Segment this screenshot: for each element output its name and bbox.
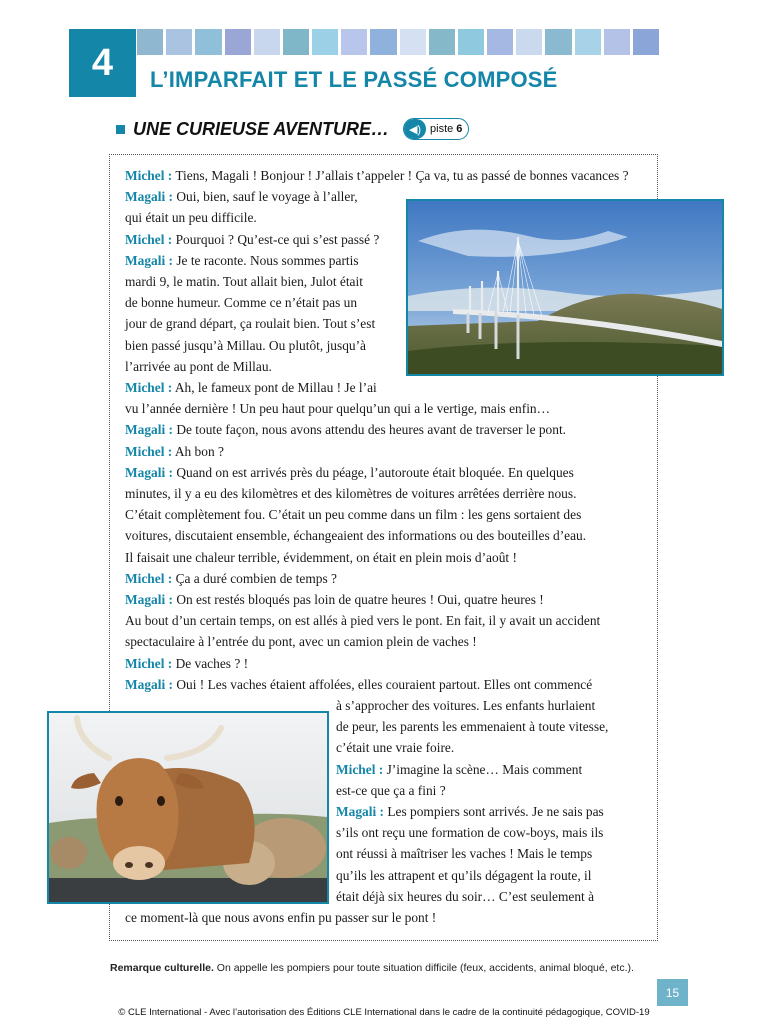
dialogue-line xyxy=(125,631,477,652)
dialogue-line xyxy=(125,165,629,186)
dialogue-line xyxy=(336,716,608,737)
line-text: bien passé jusqu’à Millau. Ou plutôt, jusqu’à xyxy=(125,337,366,353)
dialogue-line xyxy=(336,780,446,801)
square-bullet-icon xyxy=(116,125,125,134)
speaker-name: Michel : xyxy=(336,761,384,777)
line-text: était déjà six heures du soir… C’est seulement à xyxy=(336,888,595,904)
line-text: C’était complètement fou. C’était un peu comme dans un film : les gens sortaient des xyxy=(125,507,582,523)
speaker-name: Magali : xyxy=(336,804,384,819)
strip-segment xyxy=(254,29,280,55)
line-text: Tiens, Magali ! Bonjour ! J’allais t’appeler ! Ça va, tu as passé de bonnes vacances ? xyxy=(172,168,629,183)
strip-segment xyxy=(516,29,542,55)
line-text: minutes, il y a eu des kilomètres et des kilomètres de voitures arrêtées derrière nous. xyxy=(125,486,577,501)
line-text: vu l’année dernière ! Un peu haut pour quelqu’un qui a le vertige, mais enfin… xyxy=(125,401,551,417)
millau-bridge-photo xyxy=(406,199,724,376)
page-number xyxy=(657,979,688,1006)
line-text: qu’ils les attrapent et qu’ils dégagent la route, il xyxy=(336,867,592,883)
line-text: On est restés bloqués pas loin de quatre heures ! Oui, quatre heures ! xyxy=(172,592,544,607)
dialogue-line xyxy=(125,335,366,356)
dialogue-line xyxy=(125,568,337,589)
strip-segment xyxy=(283,29,309,55)
speaker-name: Magali : xyxy=(125,592,173,607)
chapter-title: L’IMPARFAIT ET LE PASSÉ COMPOSÉ xyxy=(150,67,558,92)
strip-segment xyxy=(458,29,484,55)
cow-photo xyxy=(47,711,329,904)
line-text: s’ils ont reçu une formation de cow-boys, mais ils xyxy=(336,825,604,841)
dialogue-line xyxy=(125,483,576,504)
strip-segment xyxy=(487,29,513,55)
dialogue-line xyxy=(125,525,586,546)
dialogue-line xyxy=(336,759,582,780)
line-text: Pourquoi ? Qu’est-ce qui s’est passé ? xyxy=(172,231,380,247)
line-text: qui était un peu difficile. xyxy=(125,210,257,226)
strip-segment xyxy=(341,29,367,55)
line-text: c’était une vraie foire. xyxy=(336,740,455,756)
dialogue-line xyxy=(125,229,379,250)
cultural-note xyxy=(110,962,634,974)
dialogue-line xyxy=(125,653,248,674)
dialogue-line xyxy=(125,271,363,292)
speaker-name: Magali : xyxy=(125,676,173,692)
speaker-name: Michel : xyxy=(125,231,173,247)
dialogue-line xyxy=(125,377,377,398)
line-text: Les pompiers sont arrivés. Je ne sais pas xyxy=(383,804,604,819)
dialogue-line xyxy=(125,547,517,568)
dialogue-line xyxy=(125,589,544,610)
chapter-number: 4 xyxy=(91,41,114,84)
line-text: est-ce que ça a fini ? xyxy=(336,782,446,798)
strip-segment xyxy=(370,29,396,55)
speaker-name: Magali : xyxy=(125,189,173,205)
line-text: à s’approcher des voitures. Les enfants hurlaient xyxy=(336,698,596,713)
dialogue-line xyxy=(125,462,574,483)
dialogue-line xyxy=(125,441,224,462)
line-text: Oui, bien, sauf le voyage à l’aller, xyxy=(172,189,358,205)
line-text: l’arrivée au pont de Millau. xyxy=(125,358,272,374)
copyright-notice: © CLE International - Avec l’autorisation des Éditions CLE International dans le cadre de la continuité pédagogique, COVID-19 xyxy=(118,1007,650,1018)
audio-track-label: piste xyxy=(430,123,454,135)
section-heading xyxy=(116,118,469,140)
dialogue-line xyxy=(125,250,359,271)
speaker-name: Michel : xyxy=(125,168,173,183)
line-text: De vaches ? ! xyxy=(172,655,249,671)
dialogue-line xyxy=(125,313,375,334)
dialogue-line xyxy=(336,865,591,886)
audio-track-badge[interactable] xyxy=(403,118,469,140)
strip-segment xyxy=(604,29,630,55)
strip-segment xyxy=(545,29,571,55)
strip-segment xyxy=(400,29,426,55)
line-text: ont réussi à maîtriser les vaches ! Mais le temps xyxy=(336,846,593,862)
speaker-name: Michel : xyxy=(125,380,173,395)
dialogue-line xyxy=(125,610,600,631)
chapter-number-box xyxy=(69,29,136,97)
cultural-note-label: Remarque culturelle. xyxy=(110,962,214,974)
line-text: Ah bon ? xyxy=(172,443,224,459)
line-text: De toute façon, nous avons attendu des heures avant de traverser le pont. xyxy=(172,422,567,438)
line-text: voitures, discutaient ensemble, échangeaient des informations ou des bouteilles d’eau. xyxy=(125,528,587,544)
speaker-name: Magali : xyxy=(125,252,173,268)
strip-segment xyxy=(225,29,251,55)
dialogue-line xyxy=(336,801,604,822)
line-text: spectaculaire à l’entrée du pont, avec un camion plein de vaches ! xyxy=(125,634,477,650)
line-text: de peur, les parents les emmenaient à toute vitesse, xyxy=(336,719,609,735)
line-text: Ça a duré combien de temps ? xyxy=(172,570,337,586)
line-text: Il faisait une chaleur terrible, évidemment, on était en plein mois d’août ! xyxy=(125,549,517,565)
dialogue-line xyxy=(125,207,257,228)
dialogue-line xyxy=(125,674,592,695)
speaker-name: Magali : xyxy=(125,422,173,438)
strip-segment xyxy=(429,29,455,55)
line-text: Au bout d’un certain temps, on est allés à pied vers le pont. En fait, il y avait un accident xyxy=(125,613,601,629)
speaker-icon: ◀) xyxy=(404,119,426,139)
strip-segment xyxy=(575,29,601,55)
dialogue-line xyxy=(125,504,581,525)
dialogue-line xyxy=(125,419,566,440)
dialogue-line xyxy=(336,822,603,843)
line-text: J’imagine la scène… Mais comment xyxy=(383,761,583,777)
strip-segment xyxy=(633,29,659,55)
speaker-name: Michel : xyxy=(125,443,173,459)
dialogue-line xyxy=(125,907,436,928)
line-text: Ah, le fameux pont de Millau ! Je l’ai xyxy=(172,380,377,395)
line-text: Quand on est arrivés près du péage, l’autoroute était bloquée. En quelques xyxy=(172,464,574,480)
line-text: jour de grand départ, ça roulait bien. Tout s’est xyxy=(125,316,376,332)
strip-segment xyxy=(312,29,338,55)
decorative-color-strip xyxy=(137,29,659,55)
dialogue-line xyxy=(336,695,595,716)
speaker-name: Michel : xyxy=(125,570,173,586)
speaker-name: Michel : xyxy=(125,655,173,671)
strip-segment xyxy=(195,29,221,55)
dialogue-line xyxy=(336,737,454,758)
line-text: Je te raconte. Nous sommes partis xyxy=(172,252,359,268)
line-text: de bonne humeur. Comme ce n’était pas un xyxy=(125,295,358,311)
line-text: Oui ! Les vaches étaient affolées, elles couraient partout. Elles ont commencé xyxy=(172,676,593,692)
dialogue-line xyxy=(125,186,358,207)
audio-track-number: 6 xyxy=(456,123,463,135)
page-number-value: 15 xyxy=(665,985,680,1000)
section-title: UNE CURIEUSE AVENTURE… xyxy=(133,118,390,139)
speaker-name: Magali : xyxy=(125,464,173,480)
dialogue-line xyxy=(336,843,592,864)
dialogue-line xyxy=(336,886,594,907)
dialogue-line xyxy=(125,356,272,377)
dialogue-line xyxy=(125,292,357,313)
dialogue-line xyxy=(125,398,550,419)
strip-segment xyxy=(137,29,163,55)
strip-segment xyxy=(166,29,192,55)
line-text: mardi 9, le matin. Tout allait bien, Julot était xyxy=(125,274,363,289)
line-text: ce moment-là que nous avons enfin pu passer sur le pont ! xyxy=(125,910,437,925)
cultural-note-text: On appelle les pompiers pour toute situation difficile (feux, accidents, animal bloqué, etc.). xyxy=(213,962,634,974)
